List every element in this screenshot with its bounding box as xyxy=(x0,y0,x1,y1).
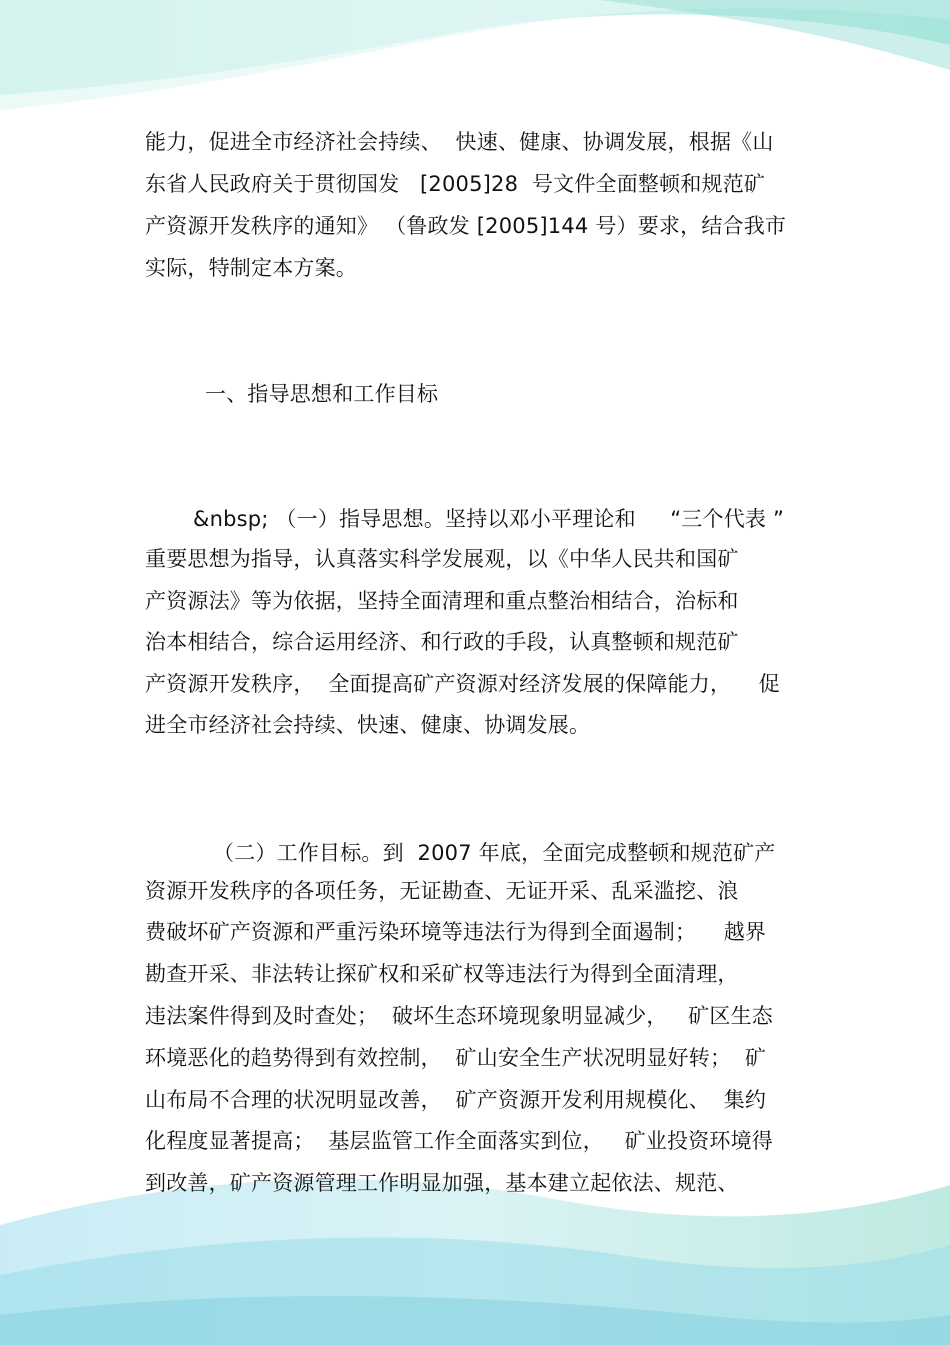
guiding-line-2: 重要思想为指导，认真落实科学发展观，以《中华人民共和国矿 xyxy=(145,547,739,571)
section-heading: 一、指导思想和工作目标 xyxy=(205,382,439,406)
intro-line-4: 实际，特制定本方案。 xyxy=(145,256,357,280)
goals-line-3: 费破坏矿产资源和严重污染环境等违法行为得到全面遏制； 越界 xyxy=(145,920,767,944)
goals-line-6: 环境恶化的趋势得到有效控制， 矿山安全生产状况明显好转； 矿 xyxy=(145,1046,767,1070)
intro-line-1: 能力，促进全市经济社会持续、 快速、健康、协调发展，根据《山 xyxy=(145,130,774,154)
goals-line-7: 山布局不合理的状况明显改善， 矿产资源开发利用规模化、 集约 xyxy=(145,1088,767,1112)
guiding-line-3: 产资源法》等为依据，坚持全面清理和重点整治相结合，治标和 xyxy=(145,589,739,613)
goals-line-8: 化程度显著提高； 基层监管工作全面落实到位， 矿业投资环境得 xyxy=(145,1129,773,1153)
goals-line-2: 资源开发秩序的各项任务，无证勘查、无证开采、乱采滥挖、浪 xyxy=(145,879,739,903)
guiding-line-5: 产资源开发秩序， 全面提高矿产资源对经济发展的保障能力， 促 xyxy=(145,672,780,696)
goals-line-4: 勘查开采、非法转让探矿权和采矿权等违法行为得到全面清理， xyxy=(145,962,739,986)
intro-line-3: 产资源开发秩序的通知》 （鲁政发 [2005]144 号）要求，结合我市 xyxy=(145,214,787,238)
goals-line-1: （二）工作目标。到 2007 年底，全面完成整顿和规范矿产 xyxy=(213,841,776,865)
guiding-line-6: 进全市经济社会持续、快速、健康、协调发展。 xyxy=(145,713,591,737)
guiding-line-1: &nbsp; （一）指导思想。坚持以邓小平理论和 “三个代表 ” xyxy=(193,507,785,531)
guiding-line-4: 治本相结合，综合运用经济、和行政的手段，认真整顿和规范矿 xyxy=(145,630,739,654)
goals-line-9: 到改善，矿产资源管理工作明显加强，基本建立起依法、规范、 xyxy=(145,1171,739,1195)
intro-line-2: 东省人民政府关于贯彻国发 [2005]28 号文件全面整顿和规范矿 xyxy=(145,172,766,196)
goals-line-5: 违法案件得到及时查处； 破坏生态环境现象明显减少， 矿区生态 xyxy=(145,1004,773,1028)
